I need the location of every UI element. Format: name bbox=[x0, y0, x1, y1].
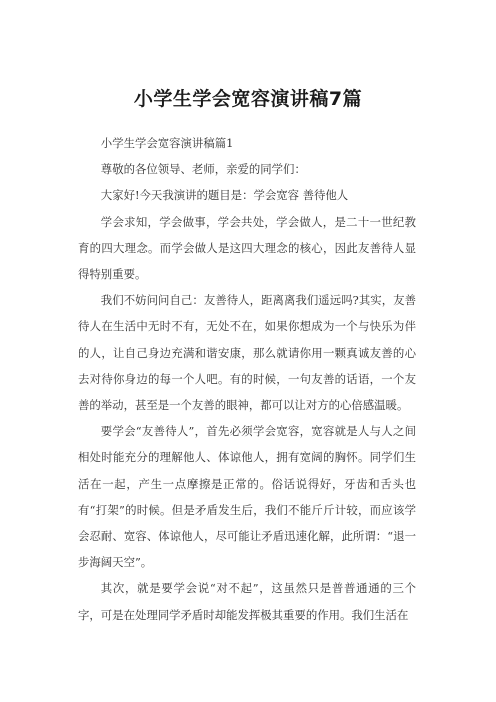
body-paragraph: 我们不妨问问自己：友善待人，距离离我们遥远吗?其实，友善待人在生活中无时不有，无处不在，如果你想成为一个与快乐为伴的人，让自己身边充满和谐安康，那么就请你用一颗真诚友善的心去对待你身边的每一个人吧。有的时候，一句友善的话语，一个友善的举动，甚至是一个友善的眼神，都可以让对方的心倍感温暖。 bbox=[78, 293, 416, 413]
section-heading: 小学生学会宽容演讲稿篇1 bbox=[100, 136, 234, 150]
greeting-paragraph: 大家好!今天我演讲的题目是：学会宽容 善待他人 bbox=[100, 188, 349, 203]
body-paragraph: 其次，就是要学会说“对不起”，这虽然只是普普通通的三个字，可是在处理同学矛盾时却能发挥极其重要的作用。我们生活在 bbox=[78, 581, 416, 622]
document-body bbox=[78, 130, 416, 628]
body-paragraph: 学会求知，学会做事，学会共处，学会做人，是二十一世纪教育的四大理念。而学会做人是这四大理念的核心，因此友善待人显得特别重要。 bbox=[78, 214, 416, 282]
document-title: 小学生学会宽容演讲稿7篇 bbox=[133, 88, 363, 110]
salutation: 尊敬的各位领导、老师，亲爱的同学们： bbox=[100, 162, 306, 177]
body-paragraph: 要学会“友善待人”，首先必须学会宽容，宽容就是人与人之间相处时能充分的理解他人、体谅他人，拥有宽阔的胸怀。同学们生活在一起，产生一点摩擦是正常的。俗话说得好，牙齿和舌头也有“打架”的时候。但是矛盾发生后，我们不能斤斤计较，而应该学会忍耐、宽容、体谅他人，尽可能让矛盾迅速化解，此所谓：“退一步海阔天空”。 bbox=[78, 424, 416, 570]
